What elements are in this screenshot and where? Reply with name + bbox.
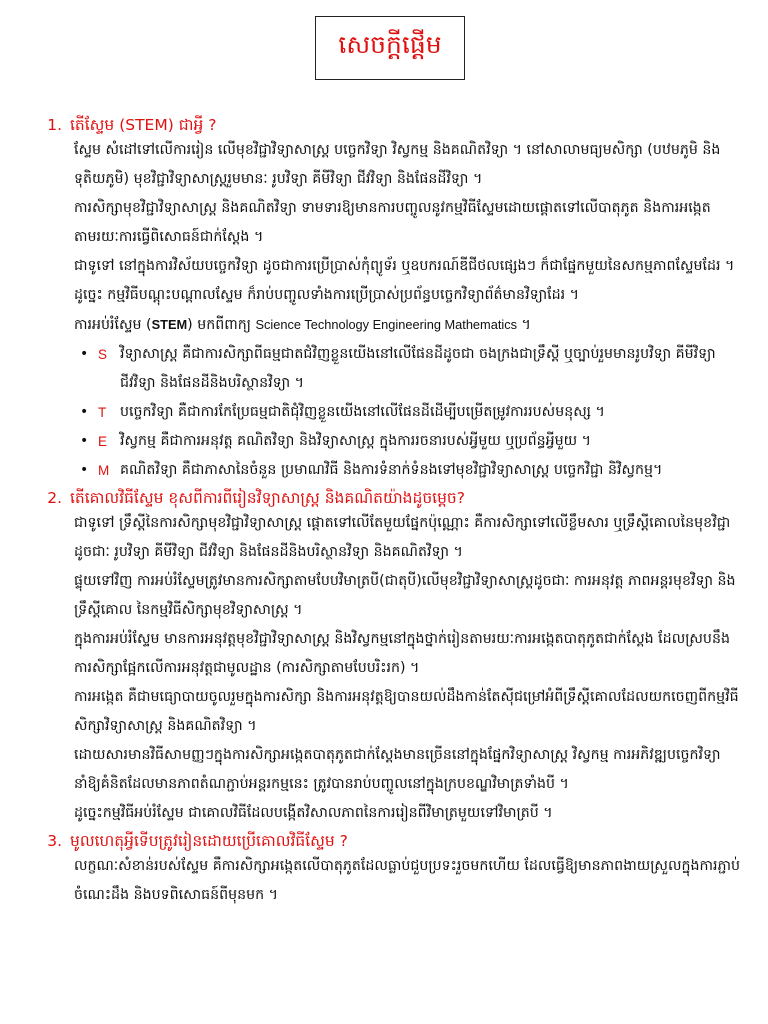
paragraph: ជាទូទៅ ទ្រឹស្តីនៃការសិក្សាមុខវិជ្ជាវិទ្យាសាស្ត្រ ផ្តោតទៅលើតែមួយផ្នែកប៉ុណ្ណោះ គឺការសិក្សាទៅលើខ្លឹមសារ ឬទ្រឹស្តីគោលនៃមុខវិជ្ជាដូចជាៈ រូបវិទ្យា គីមីវិទ្យា ជីវវិទ្យា និងផែនដីនិងបរិស្ថានវិទ្យា និងគណិតវិទ្យា ។ [74, 515, 731, 560]
bullet-icon: • [80, 433, 89, 449]
paragraph: ក្នុងការអប់រំស្ទែម មានការអនុវត្តមុខវិជ្ជាវិទ្យាសាស្ត្រ និងវិស្វកម្មនៅក្នុងថ្នាក់រៀនតាមរយៈការអង្កេតបាតុភូតជាក់ស្តែង ដែលស្របនឹងការសិក្សាផ្អែកលើការអនុវត្តជាមូលដ្ឋាន (ការសិក្សាតាមបែបរិះរក) ។ [74, 631, 730, 676]
bullet-icon: • [80, 462, 89, 478]
stem-description: វិទ្យាសាស្ត្រ គឺជាការសិក្សាពីធម្មជាតជំវិញខ្លួនយើងនៅលើផែនដីដូចជា ចងក្រងជាទ្រឹស្តី ឬច្បាប់រួមមានរូបវិទ្យា គីមីវិទ្យា ជីវវិទ្យា និងផែនដីនិងបរិស្ថានវិទ្យា ។ [120, 346, 716, 391]
paragraph: ដោយសារមានវិធីសាមញ្ញៗក្នុងការសិក្សាអង្កេតបាតុភូតជាក់ស្តែងមានច្រើននៅក្នុងផ្នែកវិទ្យាសាស្ត្រ វិស្វកម្ម ការអភិវឌ្ឍបច្ចេកវិទ្យា នាំឱ្យគំនិតដែលមានភាពតំណភ្ជាប់អន្តរកម្មនេះ ត្រូវបានរាប់បញ្ចូលនៅក្នុងក្របខណ្ឌវិមាត្រទាំងបី ។ [74, 747, 721, 792]
section-1 [40, 114, 740, 485]
stem-description: វិស្វកម្ម គឺជាការអនុវត្ត គណិតវិទ្យា និងវិទ្យាសាស្ត្រ ក្នុងការរចនារបស់អ្វីមួយ ឬប្រព័ន្ធអ្វីមួយ ។ [120, 433, 591, 449]
section-heading-text: តើគោលវិធីស្ទែម ខុសពីការពីរៀនវិទ្យាសាស្ត្រ និងគណិតយ៉ាងដូចម្តេច? [70, 489, 465, 507]
list-item [80, 427, 740, 456]
acronym: STEM [151, 317, 188, 332]
section-3 [40, 830, 740, 910]
acronym-prefix: ការអប់រំស្ទែម ( [74, 317, 152, 333]
stem-description: គណិតវិទ្យា គឺជាភាសានៃចំនួន ប្រមាណវិធី និងការទំនាក់ទំនងទៅមុខវិជ្ជាវិទ្យាសាស្ត្រ បច្ចេកវិជ្ជា និវិស្វកម្ម។ [120, 462, 663, 478]
section-body [74, 509, 740, 828]
stem-letter: E [98, 434, 108, 449]
bullet-icon: • [80, 404, 89, 420]
list-item [80, 340, 740, 398]
acronym-middle: ) មកពីពាក្យ [187, 317, 251, 333]
list-item [80, 456, 740, 485]
paragraph: ស្ទែម សំដៅទៅលើការរៀន លើមុខវិជ្ជាវិទ្យាសាស្ត្រ បច្ចេកវិទ្យា វិស្វកម្ម និងគណិតវិទ្យា ។ នៅសាលាមធ្យមសិក្សា (បឋមភូមិ និងទុតិយភូមិ) មុខវិជ្ជាវិទ្យាសាស្ត្ររួមមានៈ រូបវិទ្យា គីមីវិទ្យា ជីវវិទ្យា និងផែនដីវិទ្យា ។ [74, 142, 721, 187]
stem-list [80, 340, 740, 485]
section-body [74, 852, 740, 910]
paragraph: លក្ខណៈសំខាន់របស់ស្ទែម គឺការសិក្សាអង្កេតលើបាតុភូតដែលធ្លាប់ជួបប្រទះរួចមកហើយ ដែលធ្វើឱ្យមានភាពងាយស្រួលក្នុងការភ្ជាប់ចំណេះដឹង និងបទពិសោធន៍ពីមុនមក ។ [74, 858, 740, 903]
section-number: 1. [47, 116, 62, 134]
document-title-box [315, 16, 465, 80]
section-heading [40, 830, 740, 852]
section-heading-text: មូលហេតុអ្វីទើបត្រូវរៀនដោយប្រើគោលវិធីស្ទែម ? [70, 832, 348, 850]
section-2 [40, 487, 740, 828]
document-title: សេចក្តីផ្តើម [338, 30, 442, 59]
stem-description: បច្ចេកវិទ្យា គឺជាការកែប្រែធម្មជាតិជុំវិញខ្លួនយើងនៅលើផែនដីដើម្បីបម្រើតម្រូវការរបស់មនុស្ស ។ [120, 404, 605, 420]
list-item [80, 398, 740, 427]
section-body [74, 136, 740, 485]
section-number: 3. [47, 832, 62, 850]
stem-letter: S [98, 347, 108, 362]
section-heading [40, 487, 740, 509]
stem-letter: M [98, 463, 110, 478]
acronym-paragraph [74, 310, 740, 340]
section-heading-text: តើស្ទែម (STEM) ជាអ្វី ? [70, 116, 217, 134]
paragraph: ការសិក្សាមុខវិជ្ជាវិទ្យាសាស្ត្រ និងគណិតវិទ្យា ទាមទារឱ្យមានការបញ្ចូលនូវកម្មវិធីស្ទែមដោយផ្តោតទៅលើបាតុភូត និងការអង្កេតតាមរយៈការធ្វើពិសោធន៍ជាក់ស្តែង ។ [74, 200, 711, 245]
paragraph: ដូច្នេះកម្មវិធីអប់រំស្ទែម ជាគោលវិធីដែលបង្កើតវិសាលភាពនៃការរៀនពីវិមាត្រមួយទៅវិមាត្របី ។ [74, 805, 553, 821]
acronym-suffix: ។ [521, 317, 531, 333]
section-number: 2. [47, 489, 62, 507]
paragraph: ការអង្កេត គឺជាមធ្យោបាយចូលរួមក្នុងការសិក្សា និងការអនុវត្តឱ្យបានយល់ដឹងកាន់តែស៊ីជម្រៅអំពីទ្រឹស្តីគោលដែលយកចេញពីកម្មវិធីសិក្សាវិទ្យាសាស្ត្រ និងគណិតវិទ្យា ។ [74, 689, 739, 734]
stem-letter: T [98, 405, 107, 420]
paragraph: ជាទូទៅ នៅក្នុងការវិស័យបច្ចេកវិទ្យា ដូចជាការប្រើប្រាស់កុំព្យូទ័រ ឬឧបករណ៍ឌីជីថលផ្សេងៗ ក៏ជាផ្នែកមួយនៃសកម្មភាពស្ទែមដែរ ។ ដូច្នេះ កម្មវិធីបណ្តុះបណ្តាលស្ទែម ក៏រាប់បញ្ចូលទាំងការប្រើប្រាស់ប្រព័ន្ធបច្ចេកវិទ្យាព័ត៌មានវិទ្យាដែរ ។ [74, 258, 735, 303]
paragraph: ផ្ទុយទៅវិញ ការអប់រំស្ទែមត្រូវមានការសិក្សាតាមបែបវិមាត្របី(ជាតុបី)លើមុខវិជ្ជាវិទ្យាសាស្ត្រដូចជាៈ ការអនុវត្ត ភាពអន្តរមុខវិទ្យា និងទ្រឹស្តីគោល នៃកម្មវិធីសិក្សាមុខវិទ្យាសាស្ត្រ ។ [74, 573, 736, 618]
acronym-english: Science Technology Engineering Mathematics [255, 317, 518, 332]
section-heading [40, 114, 740, 136]
bullet-icon: • [80, 346, 89, 362]
title-area [40, 0, 740, 80]
